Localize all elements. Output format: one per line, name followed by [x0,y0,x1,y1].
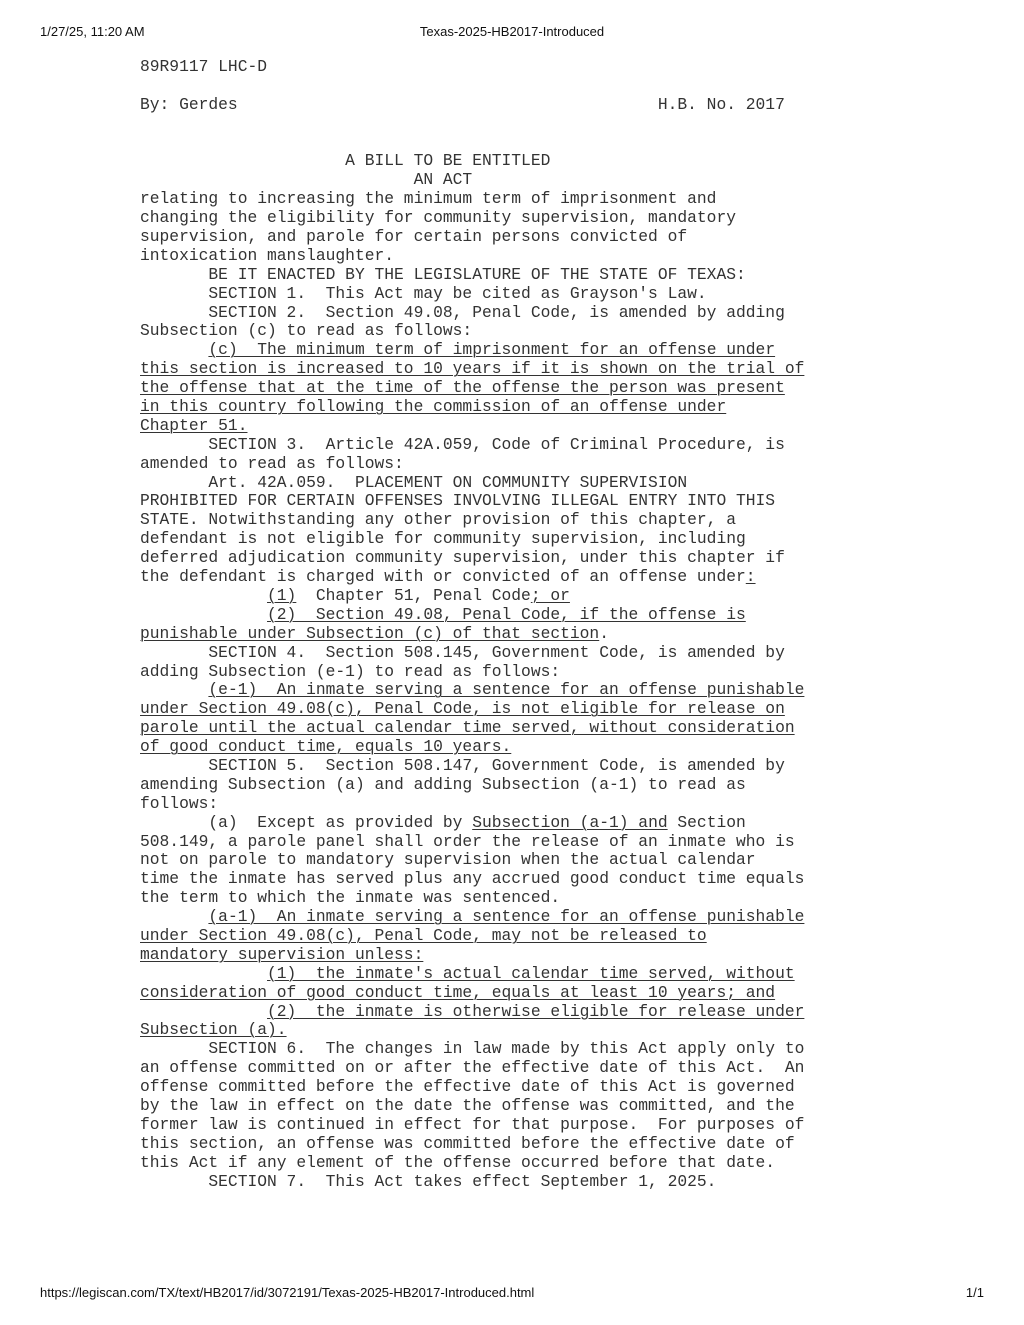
bill-line [140,889,830,908]
bill-line [140,681,830,700]
bill-line [140,1154,830,1173]
bill-text-run: amending Subsection (a) and adding Subsection (a-1) to read as [140,774,746,794]
bill-line [140,908,830,927]
bill-text-run [140,964,267,983]
bill-line [140,549,830,568]
bill-text-run: deferred adjudication community supervision, under this chapter if [140,548,785,568]
bill-text-run: 508.149, a parole panel shall order the release of an inmate who is [140,831,795,851]
inserted-text: mandatory supervision unless: [140,944,424,964]
inserted-text: Subsection (a-1) and [472,812,668,832]
bill-text-run [140,680,208,699]
bill-line [140,587,830,606]
inserted-text: : [745,567,756,587]
bill-text-run: Section [667,812,746,832]
bill-text-run: former law is continued in effect for that purpose. For purposes of [140,1114,805,1134]
bill-line [140,568,830,587]
bill-line [140,870,830,889]
inserted-text: (2) Section 49.08, Penal Code, if the offense is [267,604,746,624]
bill-line [140,1021,830,1040]
bill-line [140,77,830,96]
bill-text-run [140,586,267,605]
inserted-text: of good conduct time, equals 10 years. [140,737,512,757]
bill-text-run: defendant is not eligible for community supervision, including [140,529,746,549]
inserted-text: (1) [267,585,297,605]
inserted-text: (c) The minimum term of imprisonment for an offense under [208,340,776,360]
bill-line [140,1097,830,1116]
bill-text-run: this section, an offense was committed before the effective date of [140,1133,795,1153]
bill-line [140,417,830,436]
bill-line [140,946,830,965]
inserted-text: punishable under Subsection (c) of that section [140,623,600,643]
print-datetime: 1/27/25, 11:20 AM [40,24,145,39]
bill-text-run: 89R9117 LHC-D [140,57,268,76]
bill-line [140,965,830,984]
bill-line [140,719,830,738]
bill-line [140,833,830,852]
bill-text-run [140,907,208,926]
bill-text-run: adding Subsection (e-1) to read as follows: [140,661,561,681]
bill-line [140,96,830,115]
bill-text-run: time the inmate has served plus any accrued good conduct time equals [140,869,805,889]
bill-line [140,341,830,360]
bill-text-run: SECTION 3. Article 42A.059, Code of Criminal Procedure, is [140,434,785,454]
bill-line [140,304,830,323]
bill-line [140,1040,830,1059]
bill-line [140,738,830,757]
inserted-text: the offense that at the time of the offense the person was present [140,378,785,398]
bill-line [140,625,830,644]
bill-line [140,776,830,795]
bill-text-run: intoxication manslaughter. [140,245,395,265]
bill-text-run: follows: [140,793,219,813]
bill-line [140,134,830,153]
bill-line [140,285,830,304]
bill-text-run [140,605,267,624]
inserted-text: under Section 49.08(c), Penal Code, may not be released to [140,925,707,945]
bill-line [140,1059,830,1078]
bill-text-run: BE IT ENACTED BY THE LEGISLATURE OF THE STATE OF TEXAS: [140,264,746,284]
bill-text-run: the term to which the inmate was sentenced. [140,888,561,908]
inserted-text: this section is increased to 10 years if it is shown on the trial of [140,359,805,379]
bill-line [140,927,830,946]
bill-text-run [140,1002,267,1021]
bill-text-run: (a) Except as provided by [140,812,473,832]
inserted-text: (2) the inmate is otherwise eligible for release under [267,1001,805,1021]
inserted-text: (a-1) An inmate serving a sentence for an offense punishable [208,907,805,927]
bill-line [140,700,830,719]
bill-line [140,455,830,474]
bill-text-run: an offense committed on or after the effective date of this Act. An [140,1058,805,1078]
inserted-text: ; or [530,585,570,605]
bill-text-run: Chapter 51, Penal Code [296,585,531,605]
bill-line [140,644,830,663]
inserted-text: parole until the actual calendar time served, without consideration [140,718,795,738]
inserted-text: consideration of good conduct time, equals at least 10 years; and [140,982,776,1002]
inserted-text: Subsection (a). [140,1020,287,1040]
bill-line [140,1135,830,1154]
bill-line [140,436,830,455]
bill-line [140,663,830,682]
bill-line [140,171,830,190]
bill-text-run: A BILL TO BE ENTITLED [140,151,551,171]
bill-text-run: SECTION 2. Section 49.08, Penal Code, is amended by adding [140,302,785,322]
bill-text-run: supervision, and parole for certain persons convicted of [140,227,688,247]
bill-text-run: offense committed before the effective date of this Act is governed [140,1077,795,1097]
inserted-text: (e-1) An inmate serving a sentence for an offense punishable [208,680,805,700]
bill-line [140,474,830,493]
bill-line [140,247,830,266]
bill-line [140,115,830,134]
bill-line [140,606,830,625]
bill-line [140,58,830,77]
print-page-number: 1/1 [965,1285,984,1300]
bill-line [140,851,830,870]
bill-text-run: SECTION 5. Section 508.147, Government Code, is amended by [140,755,785,775]
bill-text-run: Subsection (c) to read as follows: [140,321,473,341]
bill-line [140,511,830,530]
bill-text-run: not on parole to mandatory supervision when the actual calendar [140,850,756,870]
inserted-text: Chapter 51. [140,415,248,435]
bill-line [140,1078,830,1097]
bill-line [140,152,830,171]
bill-line [140,209,830,228]
bill-text-run: SECTION 7. This Act takes effect September 1, 2025. [140,1171,717,1191]
bill-text-run: PROHIBITED FOR CERTAIN OFFENSES INVOLVING ILLEGAL ENTRY INTO THIS [140,491,776,511]
bill-text-run: SECTION 6. The changes in law made by this Act apply only to [140,1039,805,1059]
bill-text-run: amended to read as follows: [140,453,404,473]
bill-line [140,984,830,1003]
bill-text-run: STATE. Notwithstanding any other provision of this chapter, a [140,510,736,530]
inserted-text: (1) the inmate's actual calendar time served, without [267,963,795,983]
bill-text-run: this Act if any element of the offense occurred before that date. [140,1152,776,1172]
bill-line [140,228,830,247]
inserted-text: under Section 49.08(c), Penal Code, is not eligible for release on [140,699,785,719]
bill-text [140,58,830,1191]
print-url: https://legiscan.com/TX/text/HB2017/id/3072191/Texas-2025-HB2017-Introduced.html [40,1285,535,1300]
bill-line [140,266,830,285]
bill-line [140,1116,830,1135]
bill-line [140,492,830,511]
bill-text-run: SECTION 4. Section 508.145, Government Code, is amended by [140,642,785,662]
bill-line [140,360,830,379]
bill-line [140,1003,830,1022]
bill-line [140,1173,830,1192]
bill-text-run: . [599,623,609,643]
bill-line [140,379,830,398]
bill-text-run: changing the eligibility for community supervision, mandatory [140,208,736,228]
bill-text-run: AN ACT [140,170,473,190]
bill-line [140,757,830,776]
bill-line [140,795,830,814]
inserted-text: in this country following the commission of an offense under [140,397,727,417]
bill-text-run [140,340,208,359]
bill-text-run: SECTION 1. This Act may be cited as Grayson's Law. [140,283,707,303]
bill-line [140,530,830,549]
bill-text-run: by the law in effect on the date the offense was committed, and the [140,1095,795,1115]
bill-line [140,814,830,833]
bill-line [140,398,830,417]
bill-line [140,322,830,341]
bill-text-run: relating to increasing the minimum term of imprisonment and [140,189,717,209]
print-page-title: Texas-2025-HB2017-Introduced [419,24,605,39]
bill-line [140,190,830,209]
bill-text-run: the defendant is charged with or convicted of an offense under [140,567,746,587]
bill-text-run: Art. 42A.059. PLACEMENT ON COMMUNITY SUPERVISION [140,472,688,492]
bill-text-run: By: Gerdes H.B. No. 2017 [140,94,785,114]
